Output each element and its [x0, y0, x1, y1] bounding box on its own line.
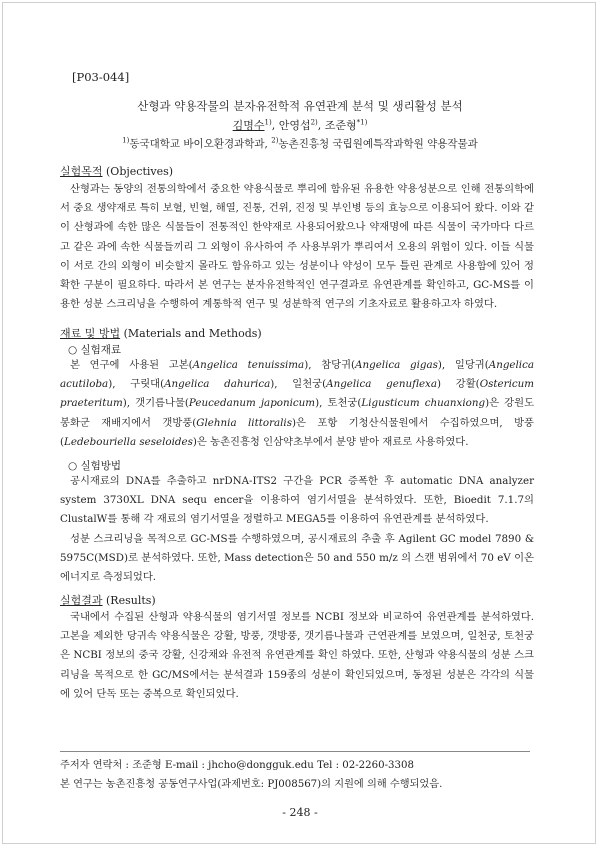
species-name: Glehnia littoralis: [196, 416, 293, 429]
materials-text: [60, 356, 534, 452]
author-superscript: 2): [310, 118, 318, 127]
species-name: Angelica tenuissima: [192, 359, 305, 371]
species-name: Angelica gigas: [355, 359, 438, 371]
author-name: 조준형: [324, 119, 357, 132]
section-heading-english: (Objectives): [102, 165, 174, 178]
affiliation: 농촌진흥청 국립원예특작과학원 약용작물과: [278, 138, 478, 150]
author-name: 김명수: [232, 119, 265, 132]
materials-text-segment: ), 참당귀(: [304, 359, 356, 371]
species-name: Angelica acutiloba: [60, 359, 535, 391]
affiliation-superscript: 2): [271, 136, 279, 145]
species-name: Peucedanum japonicum: [188, 397, 316, 410]
procedure-text-gcms: 성분 스크리닝을 목적으로 GC-MS를 수행하였으며, 공시재료의 추출 후 Agilent GC model 7890 & 5975C(MSD)로 분석하였다. 또한, Mass detection은 50 and 550 m/z 의 스캔 범위에서 70 eV 이온에너지로 측정되었다.: [60, 532, 534, 584]
subsection-heading-materials: ○ 실험재료: [68, 344, 122, 356]
author-list: [0, 117, 600, 133]
footnote-divider: [60, 751, 530, 752]
author-separator: ,: [317, 119, 325, 132]
species-name: Angelica dahurica: [164, 378, 271, 391]
materials-text-segment: )은 포항 기청산식물원에서 수집하였으며, 방풍(: [60, 416, 534, 448]
affiliation-superscript: 1): [122, 136, 130, 145]
section-heading-text: 재료 및 방법: [60, 327, 121, 340]
section-heading-text: 실험목적: [60, 165, 103, 178]
funding-note: 본 연구는 농촌진흥청 공동연구사업(과제번호: PJ008567)의 지원에 의해 수행되었음.: [60, 779, 443, 790]
materials-text-segment: )은 강원도 봉화군 재배지에서 갯방풍(: [60, 397, 535, 429]
objectives-paragraph: [60, 180, 534, 314]
author-name: 안영섭: [278, 119, 311, 132]
page-number: - 248 -: [282, 806, 318, 819]
author-superscript: 1): [264, 118, 272, 127]
materials-text-segment: )은 농촌진흥청 인삼약초부에서 분양 받아 재료로 사용하였다.: [192, 435, 469, 448]
materials-text-segment: ), 토천궁(: [315, 397, 362, 410]
materials-text-segment: 본 연구에 사용된 고본(: [70, 359, 193, 371]
author-separator: ,: [271, 119, 279, 132]
abstract-code: [P03-044]: [72, 70, 130, 84]
section-heading-results: [60, 592, 156, 608]
affiliations: [0, 136, 600, 151]
objectives-text: 산형과는 동양의 전통의학에서 중요한 약용식물로 뿌리에 함유된 유용한 약용성분으로 인해 전통의학에서 중요 생약재로 특히 보혈, 빈혈, 해열, 진통, 건위, 진정 및 부인병 등의 효능으로 이용되어 왔다. 이와 같이 산형과에 속한 많은 식물들이 전통적인 한약재로 사용되어왔으나 약재명에 따른 식물이 국가마다 다르고 같은 과에 속한 식물들끼리 그 외형이 유사하여 주 사용부위가 뿌리여서 오용의 위험이 있다. 이들 식물이 서로 간의 외형이 비슷할지 몰라도 함유하고 있는 성분이나 약성이 모두 틀린 관계로 사용함에 있어 정확한 구분이 필요하다. 따라서 본 연구는 분자유전학적인 연구결과로 유연관계를 확인하고, GC-MS를 이용한 성분 스크리닝을 수행하여 계통학적 연구 및 성분학적 연구의 기초자료로 활용하고자 하였다.: [60, 183, 534, 311]
procedure-paragraph: [60, 472, 534, 587]
procedure-text-dna: 공시재료의 DNA를 추출하고 nrDNA-ITS2 구간을 PCR 증폭한 후 automatic DNA analyzer system 3730XL DNA sequ encer을 이용하여 염기서열을 분석하였다. 또한, Bioedit 7.1.7의 ClustalW를 통해 각 재료의 염기서열을 정렬하고 MEGA5를 이용하여 유연관계를 분석하였다.: [60, 475, 534, 526]
section-heading-methods: [60, 325, 262, 341]
paper-title: 산형과 약용작물의 분자유전학적 유연관계 분석 및 생리활성 분석: [137, 99, 463, 113]
author-superscript: *1): [356, 118, 368, 127]
materials-text-segment: ), 일당귀(: [437, 359, 489, 371]
results-text: 국내에서 수집된 산형과 약용식물의 염기서열 정보를 NCBI 정보와 비교하여 유연관계를 분석하였다. 고본을 제외한 당귀속 약용식물은 강활, 방풍, 갯방풍, 갯기름나물과 근연관계를 보였으며, 일천궁, 토천궁은 NCBI 정보의 중국 강활, 신강채와 유전적 유연관계를 확인 하였다. 또한, 산형과 약용식물의 성분 스크리닝을 목적으로 한 GC/MS에서는 분석결과 159종의 성분이 확인되었으며, 동정된 성분은 각각의 식물에 있어 단독 또는 중복으로 확인되었다.: [60, 611, 534, 700]
materials-text-segment: ), 갯기름나물(: [122, 397, 189, 410]
affiliation: 동국대학교 바이오환경과학과,: [129, 138, 272, 150]
section-heading-text: 실험결과: [60, 594, 103, 607]
author-contact: 주저자 연락처 : 조준형 E-mail : jhcho@dongguk.edu Tel : 02-2260-3308: [60, 760, 414, 771]
subsection-heading-procedure: ○ 실험방법: [68, 460, 122, 472]
species-name: Ostericum praeteritum: [60, 378, 535, 410]
materials-text-segment: ), 구릿대(: [108, 378, 165, 391]
materials-text-segment: ) 강활(: [437, 378, 480, 391]
section-heading-objectives: [60, 163, 173, 179]
materials-paragraph: [60, 356, 534, 452]
species-name: Ligusticum chuanxiong: [361, 397, 486, 410]
section-heading-english: (Materials and Methods): [120, 327, 262, 340]
section-heading-english: (Results): [102, 594, 156, 607]
results-paragraph: [60, 608, 534, 704]
species-name: Angelica genuflexa: [326, 378, 437, 391]
species-name: Ledebouriella seseloides: [64, 435, 193, 448]
materials-text-segment: ), 일천궁(: [270, 378, 327, 391]
